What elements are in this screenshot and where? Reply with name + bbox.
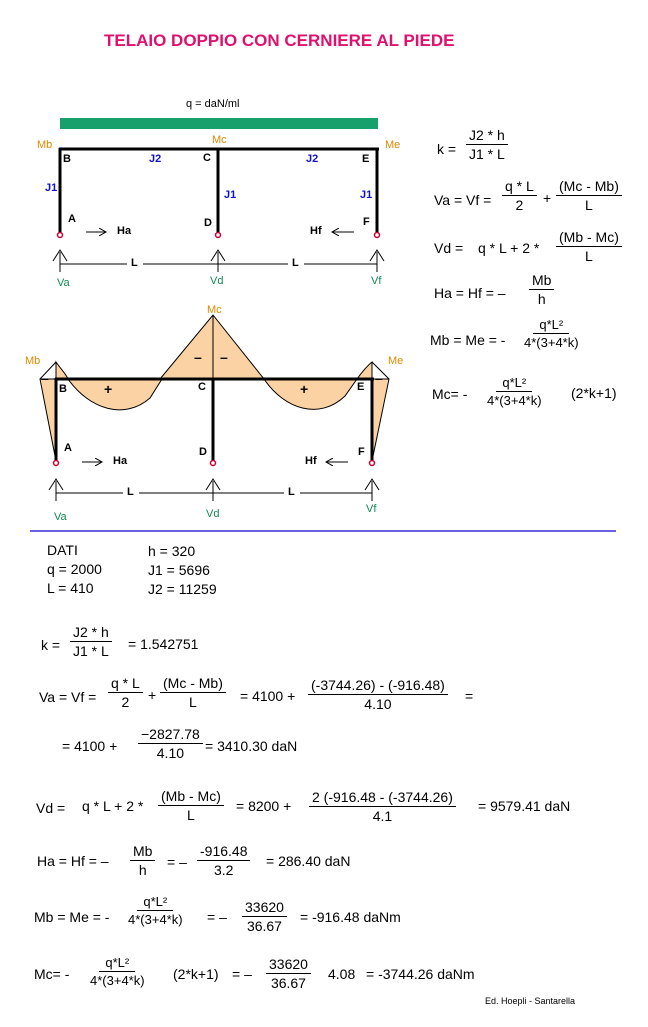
reaction-vd: Vd [210, 275, 224, 287]
node2-d: D [199, 446, 207, 458]
formula-va-term2: $\frac{(Mc - Mb)}{L}$ [556, 178, 622, 213]
moment-label-mc: Mc [207, 304, 222, 316]
label-mc: Mc [212, 134, 227, 146]
sign-plus-right: + [300, 381, 309, 397]
label-me: Me [385, 139, 401, 151]
calc-mb-fraction: $\frac{\text{q*L²}}{4*(3+4*k)}$ [128, 894, 183, 927]
node-f: F [363, 216, 370, 228]
hinge-a [58, 233, 63, 238]
beam-stiffness-right: J2 [306, 153, 319, 165]
reaction-va: Va [57, 277, 70, 289]
frame-structure [59, 148, 379, 233]
calc-ha-fraction2: $\frac{-916.48}{3.2}$ [197, 843, 250, 878]
hinge-supports [58, 233, 380, 238]
node-c: C [203, 152, 211, 164]
node-d: D [204, 217, 212, 229]
calc-va-term1: $\frac{q * L}{2}$ [108, 675, 143, 710]
column-stiffness-right: J1 [360, 189, 373, 201]
sign-minus-c2: – [220, 349, 228, 365]
calc-k-fraction: $\frac{J2 * h}{J1 * L}$ [70, 624, 112, 659]
reaction-ha: Ha [117, 225, 132, 237]
calc-mb-result: = -916.48 daNm [300, 909, 401, 925]
load-label: q = daN/ml [186, 98, 240, 110]
formula-mc-fraction: $\frac{\text{q*L²}}{4*(3+4*k)}$ [487, 375, 542, 408]
span2-l-right: L [288, 486, 295, 498]
calc-k-lhs: k = [41, 637, 61, 653]
formula-k-lhs: k = [437, 141, 457, 157]
calc-ha-fraction: $\frac{Mb}{h}$ [130, 843, 155, 878]
reaction2-ha: Ha [113, 455, 128, 467]
page-title: TELAIO DOPPIO CON CERNIERE AL PIEDE [104, 31, 455, 50]
formula-mc-lhs: Mc= - [432, 386, 468, 402]
calc-vd-fraction2: $\frac{2 (-916.48 - (-3744.26)}{4.1}$ [309, 789, 456, 824]
formula-va-lhs: Va = Vf = [434, 192, 492, 208]
span-l-right: L [292, 257, 299, 269]
calc-ha-equals: = – [167, 854, 187, 870]
calc-vd-mid: q * L + 2 * [82, 798, 144, 814]
calc-mc-tail: (2*k+1) [173, 966, 219, 982]
distributed-load-bar [60, 118, 378, 129]
reaction2-va: Va [54, 511, 67, 523]
calc-vd-result: = 9579.41 daN [478, 798, 571, 814]
moment-label-me: Me [388, 355, 404, 367]
sign-minus-c1: – [194, 349, 202, 365]
sign-minus-left: – [41, 370, 49, 386]
node2-f: F [358, 446, 365, 458]
reaction-vf: Vf [371, 275, 382, 287]
hinge-supports-2 [54, 461, 375, 466]
calc-va-equals: = [465, 688, 474, 704]
calc-vd-equals: = 8200 + [236, 798, 292, 814]
calc-mc-result: = -3744.26 daNm [366, 966, 475, 982]
node-a: A [68, 213, 76, 225]
calc-va-term3: $\frac{(-3744.26) - (-916.48)}{4.10}$ [308, 677, 448, 712]
sign-minus-right: – [375, 370, 383, 386]
formula-k-fraction: $\frac{J2 * h}{J1 * L}$ [466, 127, 508, 162]
calc-va2-pre: = 4100 + [62, 738, 118, 754]
calc-mc-fraction2: $\frac{33620}{36.67}$ [266, 956, 311, 991]
beam-stiffness-left: J2 [149, 153, 162, 165]
formula-vd-lhs: Vd = [434, 240, 464, 256]
calc-va2-result: = 3410.30 daN [205, 738, 298, 754]
calc-va-lhs: Va = Vf = [39, 689, 97, 705]
dati-h: h = 320 [148, 543, 196, 559]
calc-va-mid: = 4100 + [240, 688, 296, 704]
calc-mb-lhs: Mb = Me = - [34, 909, 110, 925]
reaction2-vd: Vd [206, 508, 220, 520]
dati-q: q = 2000 [47, 561, 102, 577]
node2-a: A [64, 442, 72, 454]
reaction2-hf: Hf [305, 455, 317, 467]
node-e: E [362, 153, 370, 165]
span-l-left: L [131, 257, 138, 269]
calc-mc-mid: 4.08 [328, 966, 356, 982]
formula-va-plus: + [543, 190, 552, 206]
calc-ha-result: = 286.40 daN [266, 853, 351, 869]
calc-vd-lhs: Vd = [36, 800, 66, 816]
column-stiffness-left: J1 [45, 182, 58, 194]
column-stiffness-center: J1 [224, 189, 237, 201]
node-b: B [63, 153, 71, 165]
formula-vd-mid: q * L + 2 * [478, 240, 540, 256]
calc-va-plus: + [148, 687, 157, 703]
sign-plus-left: + [104, 381, 113, 397]
node2-b: B [59, 383, 67, 395]
formula-vd-term: $\frac{(Mb - Mc)}{L}$ [556, 229, 622, 264]
hinge-f [375, 233, 380, 238]
calc-va2-fraction: $\frac{-2827.78}{4.10}$ [138, 726, 203, 761]
calc-k-result: = 1.542751 [128, 636, 199, 652]
dati-heading: DATI [47, 542, 78, 558]
calc-mc-fraction: $\frac{\text{q*L²}}{4*(3+4*k)}$ [90, 955, 145, 988]
publisher-credit: Ed. Hoepli - Santarella [485, 996, 576, 1006]
dati-j1: J1 = 5696 [148, 562, 210, 578]
node2-c: C [198, 381, 206, 393]
formula-ha-lhs: Ha = Hf = – [434, 285, 506, 301]
span2-l-left: L [127, 486, 134, 498]
formula-mb-fraction: $\frac{\text{q*L²}}{4*(3+4*k)}$ [524, 317, 579, 350]
calc-mc-equals: = – [232, 966, 252, 982]
reaction2-vf: Vf [366, 503, 377, 515]
reaction-hf: Hf [310, 225, 322, 237]
formula-mc-tail: (2*k+1) [571, 385, 617, 401]
calc-mb-equals: = – [207, 909, 227, 925]
calc-mc-lhs: Mc= - [34, 966, 70, 982]
calc-va-term2: $\frac{(Mc - Mb)}{L}$ [160, 675, 226, 710]
formula-ha-fraction: $\frac{Mb}{h}$ [529, 272, 554, 307]
hinge-d [216, 233, 221, 238]
calc-ha-lhs: Ha = Hf = – [37, 853, 109, 869]
formula-va-term1: $\frac{q * L}{2}$ [502, 178, 537, 213]
reaction-arrows-bottom [49, 462, 379, 501]
moment-label-mb: Mb [25, 355, 41, 367]
formula-mb-lhs: Mb = Me = - [430, 332, 506, 348]
calc-vd-fraction: $\frac{(Mb - Mc)}{L}$ [158, 788, 224, 823]
calc-mb-fraction2: $\frac{33620}{36.67}$ [242, 899, 287, 934]
node2-e: E [357, 381, 365, 393]
dati-l: L = 410 [47, 580, 94, 596]
label-mb: Mb [37, 139, 53, 151]
dati-j2: J2 = 11259 [148, 581, 217, 597]
